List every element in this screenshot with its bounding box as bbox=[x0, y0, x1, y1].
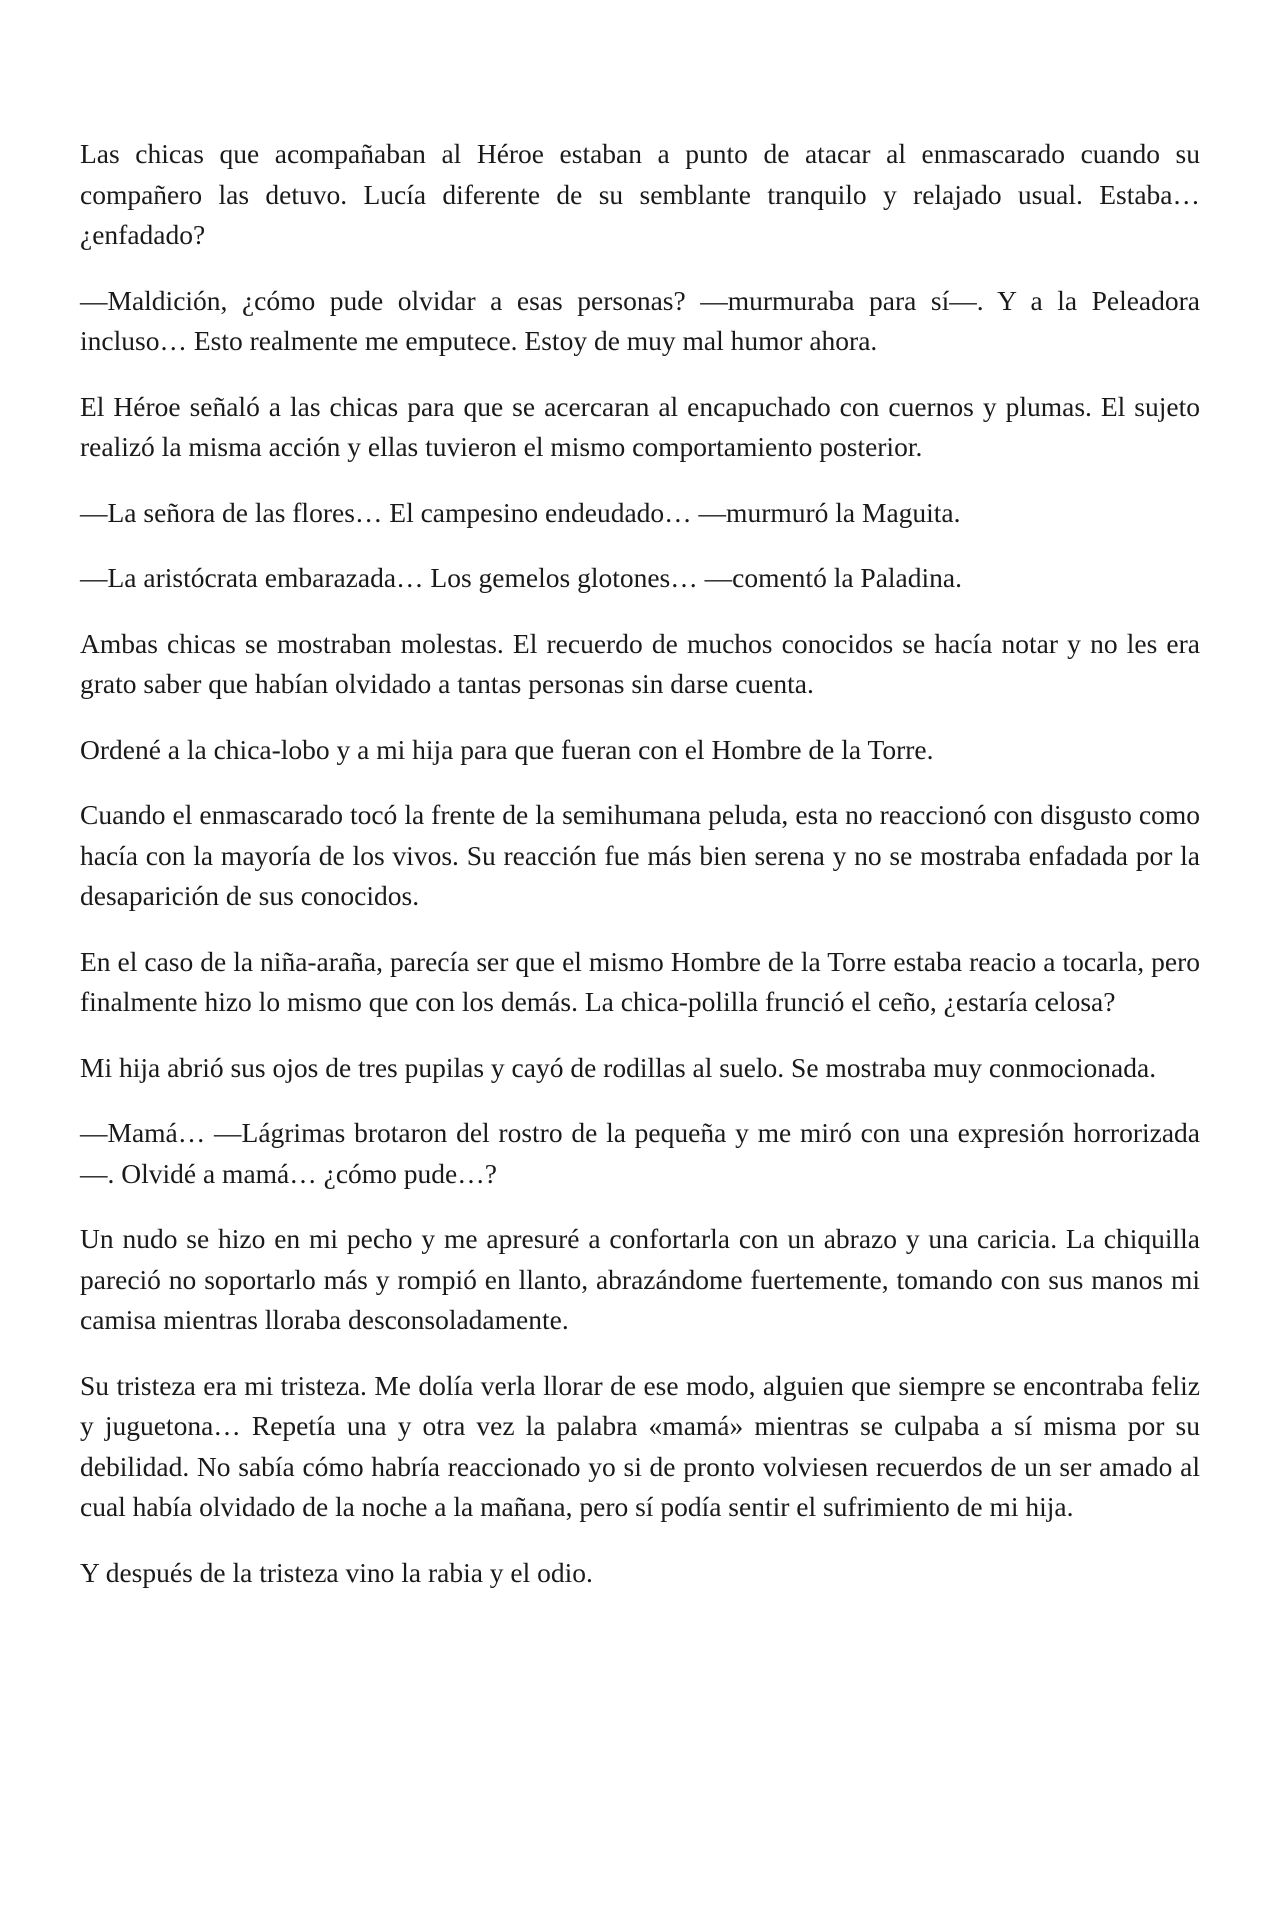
paragraph: En el caso de la niña-araña, parecía ser que el mismo Hombre de la Torre estaba reacio a tocarla, pero finalmente hizo lo mismo que con los demás. La chica-polilla frunció el ceño, ¿estaría celosa? bbox=[80, 945, 1200, 1017]
document-page bbox=[80, 134, 1200, 1618]
paragraph: Un nudo se hizo en mi pecho y me apresuré a confortarla con un abrazo y una caricia. La chiquilla pareció no soportarlo más y rompió en llanto, abrazándome fuertemente, tomando con sus manos mi camisa mientras lloraba desconsoladamente. bbox=[80, 1223, 1200, 1335]
paragraph: —Maldición, ¿cómo pude olvidar a esas personas? —murmuraba para sí—. Y a la Peleadora incluso… Esto realmente me emputece. Estoy de muy mal humor ahora. bbox=[80, 284, 1200, 356]
paragraph: Las chicas que acompañaban al Héroe estaban a punto de atacar al enmascarado cuando su compañero las detuvo. Lucía diferente de su semblante tranquilo y relajado usual. Estaba… ¿enfadado? bbox=[80, 138, 1200, 250]
paragraph: Cuando el enmascarado tocó la frente de la semihumana peluda, esta no reaccionó con disgusto como hacía con la mayoría de los vivos. Su reacción fue más bien serena y no se mostraba enfadada por la desaparición de sus conocidos. bbox=[80, 799, 1200, 911]
paragraph: El Héroe señaló a las chicas para que se acercaran al encapuchado con cuernos y plumas. El sujeto realizó la misma acción y ellas tuvieron el mismo comportamiento posterior. bbox=[80, 390, 1200, 462]
paragraph: —La señora de las flores… El campesino endeudado… —murmuró la Maguita. bbox=[80, 496, 961, 528]
paragraph: —La aristócrata embarazada… Los gemelos glotones… —comentó la Paladina. bbox=[80, 562, 962, 593]
paragraph: Ambas chicas se mostraban molestas. El recuerdo de muchos conocidos se hacía notar y no les era grato saber que habían olvidado a tantas personas sin darse cuenta. bbox=[80, 627, 1200, 699]
paragraph: Ordené a la chica-lobo y a mi hija para que fueran con el Hombre de la Torre. bbox=[80, 733, 934, 765]
paragraph: Su tristeza era mi tristeza. Me dolía verla llorar de ese modo, alguien que siempre se encontraba feliz y juguetona… Repetía una y otra vez la palabra «mamá» mientras se culpaba a sí misma por su debilidad. No sabía cómo habría reaccionado yo si de pronto volviesen recuerdos de un ser amado al cual había olvidado de la noche a la mañana, pero sí podía sentir el sufrimiento de mi hija. bbox=[80, 1369, 1200, 1522]
paragraph: Y después de la tristeza vino la rabia y el odio. bbox=[80, 1556, 593, 1588]
paragraph: —Mamá… —Lágrimas brotaron del rostro de la pequeña y me miró con una expresión horrorizada—. Olvidé a mamá… ¿cómo pude…? bbox=[80, 1117, 1200, 1189]
paragraph: Mi hija abrió sus ojos de tres pupilas y cayó de rodillas al suelo. Se mostraba muy conmocionada. bbox=[80, 1051, 1157, 1083]
